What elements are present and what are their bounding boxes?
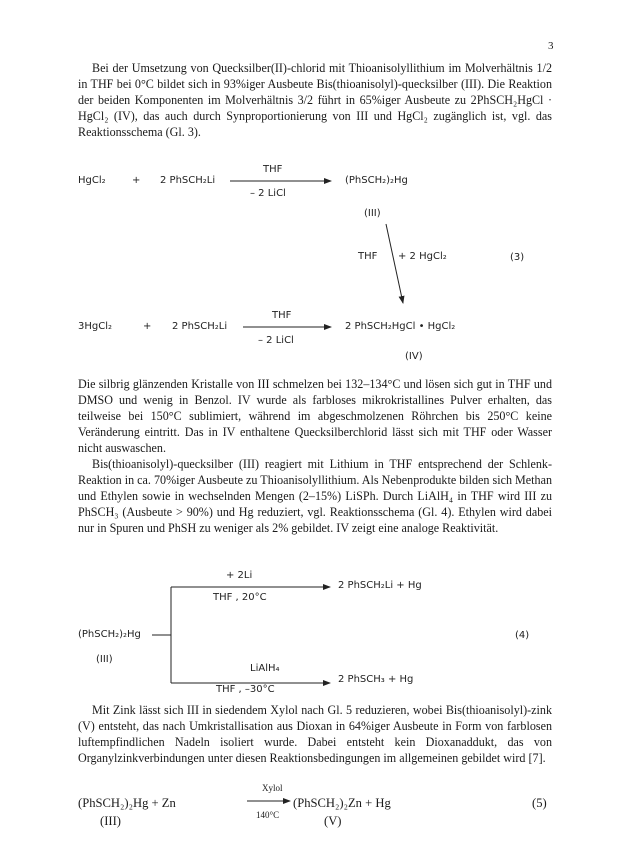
equation-number-3: (3): [510, 252, 525, 263]
r1-plus: +: [132, 175, 141, 186]
paragraph-4: Mit Zink lässt sich III in siedendem Xylol nach Gl. 5 reduzieren, wobei Bis(thioanisolyl)-zink (V) entsteht, das nach Umkristallisation aus Dioxan in 64%iger Ausbeute in Form von farblosen luftempfindlichen Nadeln isoliert wurde. Dabei entsteht kein Dioxanaddukt, das von Organylzinkverbindungen unter diesen Reaktionsbedingungen im allgemeinen gebildet wird [7].: [78, 703, 552, 765]
r2-condition-above: THF: [272, 310, 292, 321]
r2-reactant-hgcl2: 3HgCl₂: [78, 321, 112, 332]
up-condition-below: THF , 20°C: [213, 592, 267, 603]
up-condition-above: + 2Li: [226, 570, 253, 581]
eq5-rhs: (PhSCH₂)₂Zn + Hg: [293, 796, 391, 810]
r1-product: (PhSCH₂)₂Hg: [345, 175, 408, 186]
mid-condition-thf: THF: [358, 251, 378, 262]
paragraph-1: Bei der Umsetzung von Quecksilber(II)-chlorid mit Thioanisolyllithium im Molverhältnis 1/2 in THF bei 0°C bildet sich in 93%iger Ausbeute Bis(thioanisolyl)-quecksilber (III). Die Reaktion der beiden Komponenten im Molverhältnis 3/2 führt in 65%iger Ausbeute zu 2PhSCH₂HgCl · HgCl₂ (IV), das auch durch Synproportionierung von III und HgCl₂ zugänglich ist, vgl. das Reaktionsschema (Gl. 3).: [78, 61, 552, 139]
paragraph-3: Bis(thioanisolyl)-quecksilber (III) reagiert mit Lithium in THF entsprechend der Schlenk-Reaktion in ca. 70%iger Ausbeute zu Thioanisolyllithium. Als Nebenprodukte bilden sich Methan und Ethylen sowie in wechselnden Mengen (2–15%) LiSPh. Durch LiAlH₄ in THF wird III zu PhSCH₃ (Ausbeute > 90%) und Hg reduziert, vgl. Reaktionsschema (Gl. 4). Ethylen wird dabei nur in Spuren und PhSH zu weniger als 2% gebildet. IV zeigt eine analoge Reaktivität.: [78, 457, 552, 535]
mid-arrow: [386, 224, 403, 303]
equation-number-5: (5): [532, 796, 547, 810]
r1-condition-below: – 2 LiCl: [250, 188, 286, 199]
eq5-lhs: (PhSCH₂)₂Hg + Zn: [78, 796, 176, 810]
r1-label-iii: (III): [364, 208, 381, 219]
r2-product: 2 PhSCH₂HgCl • HgCl₂: [345, 321, 456, 332]
r1-reactant-hgcl2: HgCl₂: [78, 175, 106, 186]
down-condition-above: LiAlH₄: [250, 663, 280, 674]
scheme4-reactant: (PhSCH₂)₂Hg: [78, 629, 141, 640]
eq5-condition-below: 140°C: [256, 810, 280, 820]
paragraph-2: Die silbrig glänzenden Kristalle von III schmelzen bei 132–134°C und lösen sich gut in THF und DMSO und wenig in Benzol. IV wurde als farbloses mikrokristallines Pulver erhalten, das teilweise bei 150°C sublimiert, während im abgeschmolzenen Röhrchen bis 250°C keine Veränderung eintritt. Das in IV enthaltene Quecksilberchlorid lässt sich mit THF oder Wasser nicht auswaschen.: [78, 377, 552, 455]
down-condition-below: THF , –30°C: [216, 684, 275, 695]
r2-condition-below: – 2 LiCl: [258, 335, 294, 346]
up-product: 2 PhSCH₂Li + Hg: [338, 580, 422, 591]
r2-plus: +: [143, 321, 152, 332]
eq5-label-v: (V): [324, 814, 342, 828]
r1-condition-above: THF: [263, 164, 283, 175]
mid-reagent-hgcl2: + 2 HgCl₂: [398, 251, 447, 262]
r2-reactant-phsch2li: 2 PhSCH₂Li: [172, 321, 228, 332]
r1-reactant-phsch2li: 2 PhSCH₂Li: [160, 175, 216, 186]
eq5-label-iii: (III): [100, 814, 121, 828]
scheme4-reactant-label: (III): [96, 654, 113, 665]
page-number: 3: [548, 40, 554, 52]
eq5-condition-above: Xylol: [262, 783, 283, 793]
r2-label-iv: (IV): [405, 351, 423, 362]
down-product: 2 PhSCH₃ + Hg: [338, 674, 414, 685]
equation-number-4: (4): [515, 630, 530, 641]
